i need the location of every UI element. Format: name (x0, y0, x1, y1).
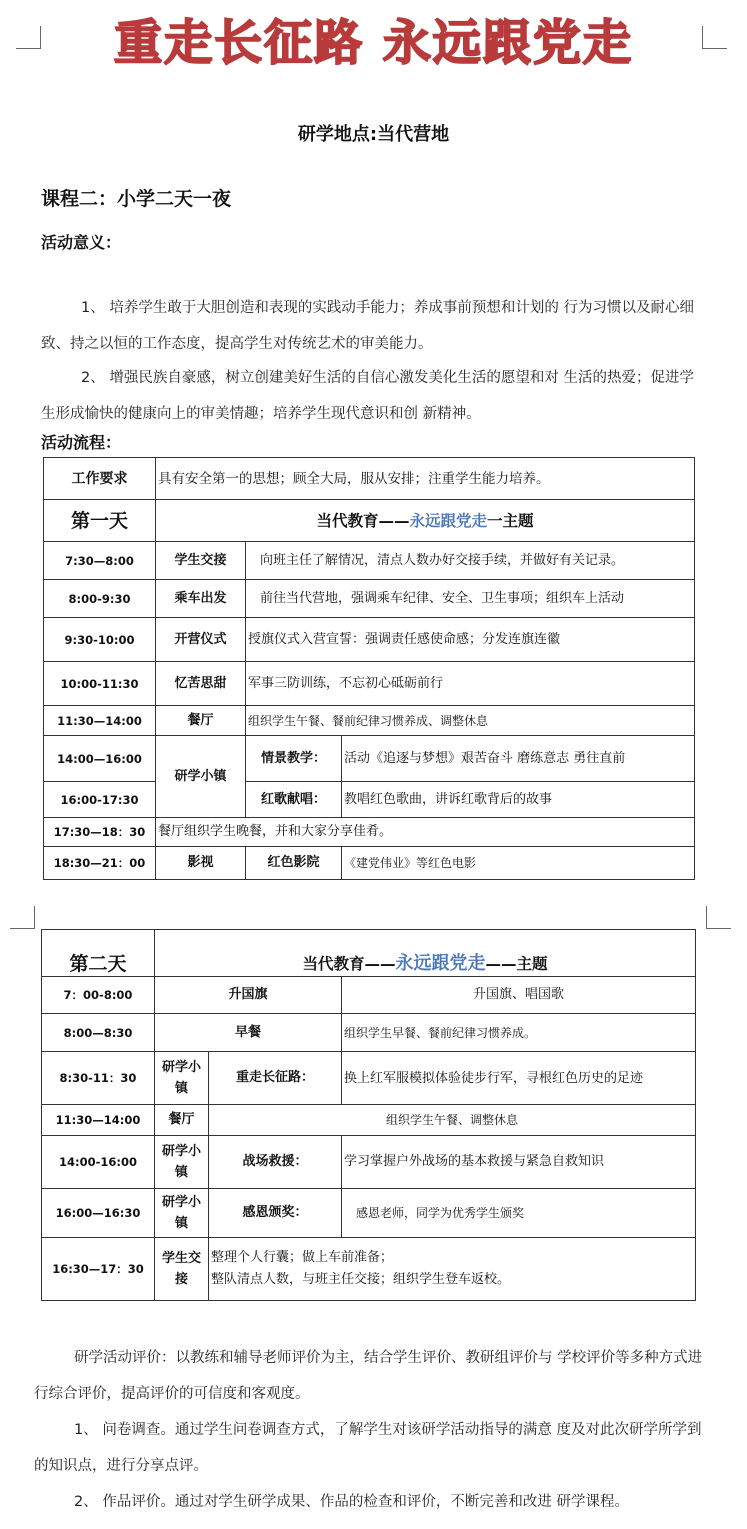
day1-schedule-table (43, 457, 695, 880)
description-cell (209, 1238, 696, 1301)
activity-cell: 忆苦思甜 (156, 662, 246, 706)
sub-activity-cell: 红色影院 (246, 847, 342, 880)
activity-cell: 早餐 (155, 1014, 342, 1052)
place-cell: 研学小镇 (155, 1189, 209, 1238)
time-cell: 14:00-16:00 (42, 1136, 155, 1189)
description-cell: 组织学生午餐、调整休息 (209, 1105, 696, 1136)
table-row (44, 580, 695, 618)
activity-cell: 影视 (156, 847, 246, 880)
description-cell: 前往当代营地，强调乘车纪律、安全、卫生事项；组织车上活动 (246, 580, 695, 618)
description-cell: 授旗仪式入营宣誓：强调责任感使命感；分发连旗连徽 (246, 618, 695, 662)
significance-paragraph: 2、 增强民族自豪感，树立创建美好生活的自信心激发美化生活的愿望和对 生活的热爱；促进学生形成愉快的健康向上的审美情趣；培养学生现代意识和创 新精神。 (41, 370, 694, 422)
time-cell: 7：00-8:00 (42, 977, 155, 1014)
activity-cell: 开营仪式 (156, 618, 246, 662)
table-row (44, 736, 695, 782)
table-row (42, 1238, 696, 1301)
place-cell: 研学小镇 (155, 1136, 209, 1189)
time-cell: 8:00-9:30 (44, 580, 156, 618)
time-cell: 11:30—14:00 (44, 706, 156, 736)
description-cell: 换上红军服模拟体验徒步行军，寻根红色历史的足迹 (342, 1052, 696, 1105)
page-corner-mark (10, 906, 35, 929)
table-row (42, 1136, 696, 1189)
place-cell: 研学小镇 (155, 1052, 209, 1105)
table-row (44, 818, 695, 847)
day-header-row (42, 930, 696, 977)
activity-cell: 餐厅 (155, 1105, 209, 1136)
time-cell: 17:30—18：30 (44, 818, 156, 847)
table-row (42, 1105, 696, 1136)
sub-activity-cell: 战场救援： (209, 1136, 342, 1189)
table-row (44, 847, 695, 880)
page-corner-mark (706, 906, 731, 929)
table-row (44, 782, 695, 818)
description-cell: 学习掌握户外战场的基本救援与紧急自救知识 (342, 1136, 696, 1189)
description-cell: 组织学生早餐、餐前纪律习惯养成。 (342, 1014, 696, 1052)
activity-cell: 乘车出发 (156, 580, 246, 618)
description-cell: 餐厅组织学生晚餐，并和大家分享佳肴。 (156, 818, 695, 847)
table-row (42, 977, 696, 1014)
time-cell: 11:30—14:00 (42, 1105, 155, 1136)
description-cell: 《建党伟业》等红色电影 (342, 847, 695, 880)
work-requirement-text: 具有安全第一的思想；顾全大局，服从安排；注重学生能力培养。 (156, 458, 695, 500)
evaluation-item: 1、 问卷调查。通过学生问卷调查方式，了解学生对该研学活动指导的满意 度及对此次研学所学到的知识点，进行分享点评。 (34, 1422, 702, 1474)
study-location: 研学地点:当代营地 (297, 124, 450, 145)
table-row (42, 1189, 696, 1238)
work-requirement-row (44, 458, 695, 500)
description-cell: 向班主任了解情况，清点人数办好交接手续，并做好有关记录。 (246, 542, 695, 580)
flow-heading: 活动流程： (41, 433, 122, 452)
document-title: 重走长征路 永远跟党走 (114, 15, 633, 71)
day-label: 第二天 (42, 930, 155, 977)
sub-activity-cell: 红歌献唱： (246, 782, 342, 818)
significance-heading: 活动意义： (41, 233, 122, 252)
theme-highlight: 永远跟党走 (395, 953, 486, 974)
handover-line: 整理个人行囊；做上车前准备； (211, 1250, 394, 1265)
place-cell: 学生交接 (155, 1238, 209, 1301)
time-cell: 16:00—16:30 (42, 1189, 155, 1238)
description-cell: 升国旗、唱国歌 (342, 977, 696, 1014)
activity-cell: 学生交接 (156, 542, 246, 580)
description-cell: 感恩老师，同学为优秀学生颁奖 (342, 1189, 696, 1238)
table-row (44, 618, 695, 662)
evaluation-item: 2、 作品评价。通过对学生研学成果、作品的检查和评价，不断完善和改进 研学课程。 (74, 1494, 629, 1510)
day-theme (156, 500, 695, 542)
time-cell: 16:00-17:30 (44, 782, 156, 818)
table-row (42, 1052, 696, 1105)
day-theme (155, 930, 696, 977)
time-cell: 9:30-10:00 (44, 618, 156, 662)
time-cell: 8:00—8:30 (42, 1014, 155, 1052)
sub-activity-cell: 情景教学： (246, 736, 342, 782)
description-cell: 军事三防训练，不忘初心砥砺前行 (246, 662, 695, 706)
theme-suffix: 一主题 (487, 511, 534, 530)
evaluation-paragraph: 研学活动评价：以教练和辅导老师评价为主，结合学生评价、教研组评价与 学校评价等多种方式进行综合评价，提高评价的可信度和客观度。 (34, 1350, 703, 1402)
description-cell: 活动《追逐与梦想》艰苦奋斗 磨练意志 勇往直前 (342, 736, 695, 782)
time-cell: 16:30—17：30 (42, 1238, 155, 1301)
activity-cell: 升国旗 (155, 977, 342, 1014)
significance-paragraph: 1、 培养学生敢于大胆创造和表现的实践动手能力；养成事前预想和计划的 行为习惯以及耐心细致、持之以恒的工作态度，提高学生对传统艺术的审美能力。 (41, 300, 694, 352)
handover-line: 整队清点人数，与班主任交接；组织学生登车返校。 (211, 1272, 511, 1287)
time-cell: 10:00-11:30 (44, 662, 156, 706)
time-cell: 8:30-11：30 (42, 1052, 155, 1105)
day-header-row (44, 500, 695, 542)
theme-prefix: 当代教育—— (302, 955, 396, 973)
theme-suffix: ——主题 (485, 955, 548, 973)
day-label: 第一天 (44, 500, 156, 542)
table-row (44, 542, 695, 580)
day2-schedule-table (41, 929, 696, 1301)
table-row (42, 1014, 696, 1052)
work-requirement-label: 工作要求 (44, 458, 156, 500)
table-row (44, 662, 695, 706)
description-cell: 教唱红色歌曲，讲诉红歌背后的故事 (342, 782, 695, 818)
time-cell: 18:30—21：00 (44, 847, 156, 880)
time-cell: 14:00—16:00 (44, 736, 156, 782)
activity-cell: 研学小镇 (156, 736, 246, 818)
sub-activity-cell: 感恩颁奖： (209, 1189, 342, 1238)
theme-prefix: 当代教育—— (316, 511, 410, 530)
time-cell: 7:30—8:00 (44, 542, 156, 580)
theme-highlight: 永远跟党走 (409, 511, 487, 530)
table-row (44, 706, 695, 736)
course-title: 课程二：小学二天一夜 (41, 188, 232, 210)
description-cell: 组织学生午餐、餐前纪律习惯养成、调整休息 (246, 706, 695, 736)
activity-cell: 餐厅 (156, 706, 246, 736)
sub-activity-cell: 重走长征路： (209, 1052, 342, 1105)
